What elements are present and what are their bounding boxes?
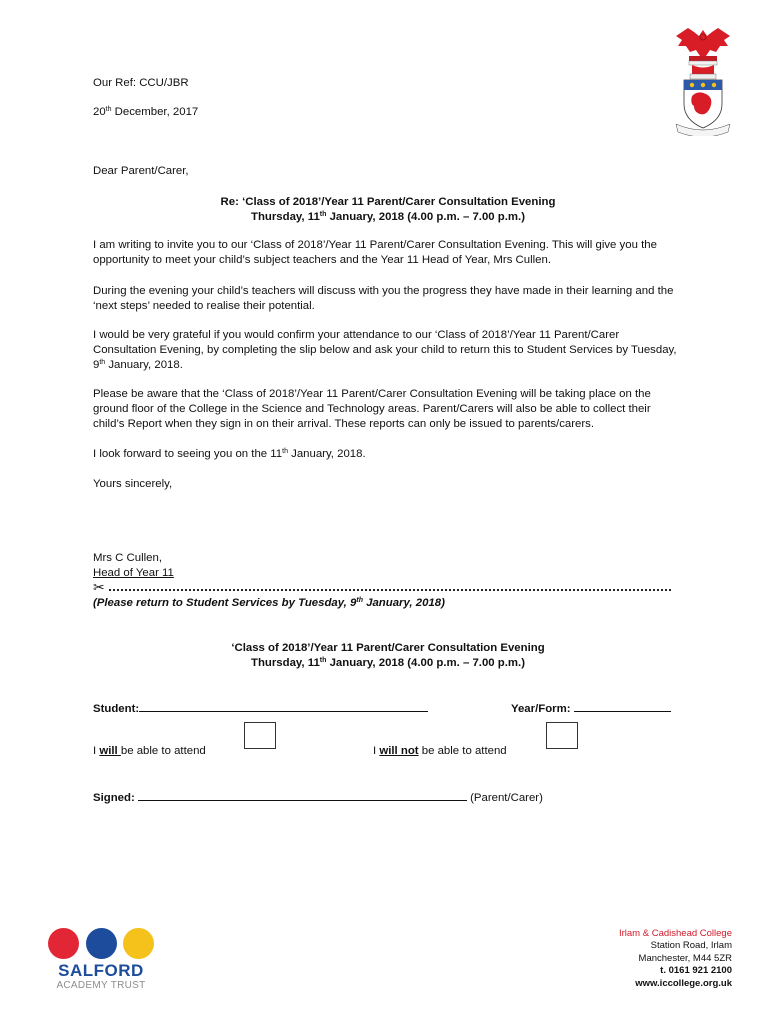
will-not-attend-label: I will not be able to attend: [373, 745, 507, 757]
yellow-circle-icon: [123, 928, 154, 959]
paragraph-confirm: I would be very grateful if you would confirm your attendance to our ‘Class of 2018’/Year 11 Parent/Carer Consultation Evening, by completing the slip below and ask your child to return this to Student Services by Tuesday, 9th January, 2018.: [93, 329, 677, 371]
paragraph-location: Please be aware that the ‘Class of 2018’/Year 11 Parent/Carer Consultation Evening will be taking place on the ground floor of the College in the Science and Technology areas. Parent/Carers will also be able to collect their child’s Report when they sign in on their arrival. These reports can only be issued to parents/carers.: [93, 388, 651, 430]
paragraph-look-forward: I look forward to seeing you on the 11th January, 2018.: [93, 448, 366, 460]
college-website[interactable]: www.iccollege.org.uk: [635, 977, 732, 989]
red-circle-icon: [48, 928, 79, 959]
reference: Our Ref: CCU/JBR: [93, 77, 189, 89]
year-form-line[interactable]: [574, 700, 671, 712]
will-attend-checkbox[interactable]: [244, 722, 276, 749]
subject-line: Re: ‘Class of 2018’/Year 11 Parent/Carer Consultation Evening Thursday, 11th January, 2018 (4.00 p.m. – 7.00 p.m.): [220, 196, 556, 223]
blue-circle-icon: [86, 928, 117, 959]
letter-date: 20th December, 2017: [93, 106, 199, 118]
college-name: Irlam & Cadishead College: [618, 928, 732, 939]
address-line-1: Station Road, Irlam: [650, 940, 732, 952]
salutation: Dear Parent/Carer,: [93, 165, 189, 177]
college-phone: t. 0161 921 2100: [660, 965, 732, 977]
return-instruction: (Please return to Student Services by Tuesday, 9th January, 2018): [93, 597, 445, 609]
signature-field[interactable]: Signed: (Parent/Carer): [93, 789, 543, 806]
signatory-name: Mrs C Cullen,: [93, 552, 162, 564]
will-not-attend-checkbox[interactable]: [546, 722, 578, 749]
closing: Yours sincerely,: [93, 478, 173, 490]
trust-name-secondary: ACADEMY TRUST: [56, 980, 146, 991]
slip-title: ‘Class of 2018’/Year 11 Parent/Carer Consultation Evening Thursday, 11th January, 2018 (4.00 p.m. – 7.00 p.m.): [231, 642, 545, 669]
college-crest-logo: [672, 24, 734, 136]
trust-name-primary: SALFORD: [58, 961, 144, 980]
signatory-title: Head of Year 11: [93, 567, 174, 579]
paragraph-invitation: I am writing to invite you to our ‘Class of 2018’/Year 11 Parent/Carer Consultation Evening. This will give you the opportunity to meet your child’s subject teachers and the Year 11 Head of Year, Mrs Cullen.: [93, 239, 657, 266]
college-address-block: [619, 928, 732, 990]
address-line-2: Manchester, M44 5ZR: [638, 952, 732, 964]
cut-line: [93, 580, 671, 594]
scissors-icon: ✂: [93, 579, 105, 595]
student-field[interactable]: Student:: [93, 700, 428, 717]
paragraph-progress: During the evening your child’s teachers will discuss with you the progress they have made in their learning and the ‘next steps’ needed to realise their potential.: [93, 285, 674, 312]
will-attend-label: I will be able to attend: [93, 745, 206, 757]
signature-line[interactable]: [138, 789, 467, 801]
student-name-line[interactable]: [139, 700, 428, 712]
salford-academy-trust-logo: [46, 928, 158, 994]
year-form-field[interactable]: Year/Form:: [511, 700, 671, 717]
